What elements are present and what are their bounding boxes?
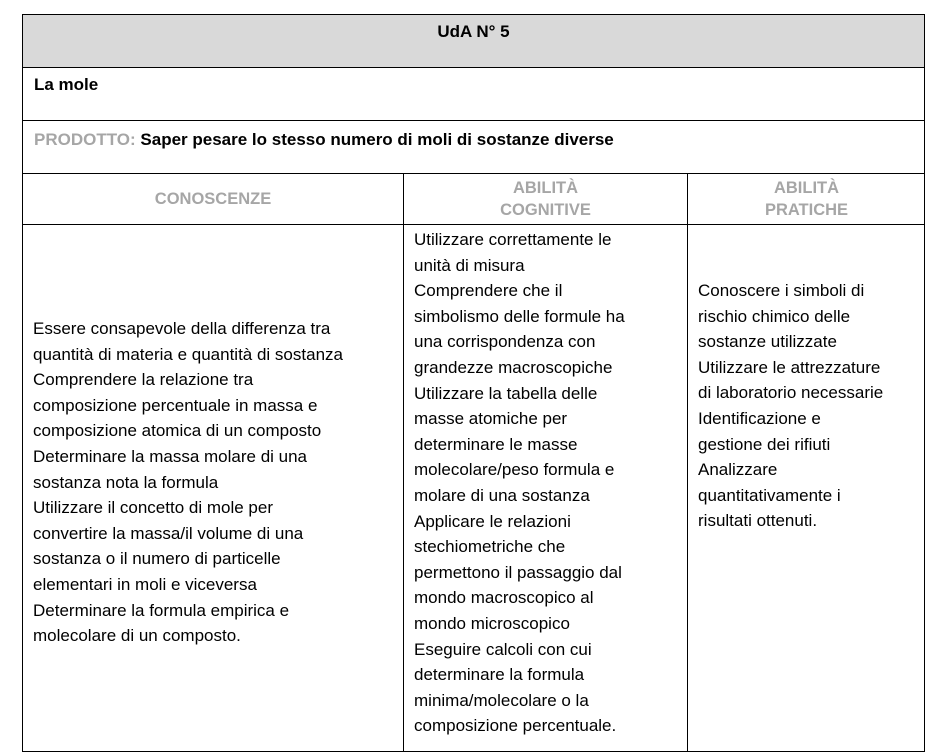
content-row (22, 224, 925, 752)
cognitive-line: mondo macroscopico al (414, 588, 594, 608)
cognitive-cell (403, 225, 687, 751)
cognitive-line: Applicare le relazioni (414, 511, 571, 531)
conoscenze-text (33, 316, 399, 649)
cognitive-line: stechiometriche che (414, 537, 566, 557)
cognitive-line: mondo microscopico (414, 613, 570, 633)
conoscenze-line: Determinare la massa molare di una (33, 446, 308, 466)
pratiche-line: sostanze utilizzate (698, 332, 837, 352)
conoscenze-line: quantità di materia e quantità di sostanza (33, 344, 343, 364)
cognitive-line: molare di una sostanza (414, 485, 590, 505)
cognitive-line: Utilizzare correttamente le (414, 230, 612, 249)
conoscenze-cell (23, 225, 403, 751)
conoscenze-line: Comprendere la relazione tra (33, 370, 254, 390)
cognitive-line: masse atomiche per (414, 409, 568, 429)
pratiche-line: Analizzare (698, 460, 778, 480)
conoscenze-line: elementari in moli e viceversa (33, 574, 257, 594)
cognitive-line: Comprendere che il (414, 281, 563, 301)
cognitive-line: minima/molecolare o la (414, 690, 589, 710)
cognitive-line: composizione percentuale. (414, 716, 617, 736)
pratiche-line: Conoscere i simboli di (698, 281, 865, 300)
header-pratiche-line2: PRATICHE (764, 201, 849, 219)
cognitive-line: determinare la formula (414, 665, 585, 685)
conoscenze-line: Essere consapevole della differenza tra (33, 319, 331, 338)
cognitive-line: grandezze macroscopiche (414, 357, 613, 377)
product-label: PRODOTTO: (34, 130, 136, 149)
header-abilita-cognitive (403, 174, 687, 224)
cognitive-line: permettono il passaggio dal (414, 562, 622, 582)
conoscenze-line: Determinare la formula empirica e (33, 600, 290, 620)
column-header-row (22, 173, 925, 224)
pratiche-line: di laboratorio necessarie (698, 383, 884, 403)
pratiche-line: quantitativamente i (698, 485, 841, 505)
conoscenze-line: Utilizzare il concetto di mole per (33, 498, 273, 518)
cognitive-line: determinare le masse (414, 434, 578, 454)
conoscenze-line: convertire la massa/il volume di una (33, 523, 304, 543)
uda-header-row (22, 14, 925, 67)
conoscenze-line: composizione atomica di un composto (33, 421, 322, 441)
conoscenze-line: composizione percentuale in massa e (33, 395, 318, 415)
pratiche-line: gestione dei rifiuti (698, 434, 831, 454)
conoscenze-line: sostanza o il numero di particelle (33, 549, 281, 569)
uda-title: UdA N° 5 (437, 22, 510, 41)
pratiche-line: rischio chimico delle (698, 306, 851, 326)
subject-row (22, 67, 925, 120)
header-conoscenze (23, 174, 403, 224)
pratiche-cell (687, 225, 925, 751)
cognitive-line: Eseguire calcoli con cui (414, 639, 592, 659)
subject-title: La mole (34, 75, 99, 94)
pratiche-line: risultati ottenuti. (698, 511, 818, 531)
product-row (22, 120, 925, 173)
header-cognitive-line1: ABILITÀ (512, 179, 579, 197)
conoscenze-line: molecolare di un composto. (33, 626, 241, 646)
cognitive-line: Utilizzare la tabella delle (414, 383, 598, 403)
header-conoscenze-label: CONOSCENZE (154, 190, 272, 208)
conoscenze-line: sostanza nota la formula (33, 472, 219, 492)
cognitive-line: molecolare/peso formula e (414, 460, 615, 480)
header-pratiche-line1: ABILITÀ (773, 179, 840, 197)
cognitive-line: una corrispondenza con (414, 332, 596, 352)
cognitive-text (414, 227, 683, 739)
cognitive-line: unità di misura (414, 255, 525, 275)
pratiche-line: Identificazione e (698, 408, 821, 428)
header-cognitive-line2: COGNITIVE (500, 201, 591, 219)
product-text: Saper pesare lo stesso numero di moli di sostanze diverse (140, 130, 614, 149)
pratiche-line: Utilizzare le attrezzature (698, 357, 881, 377)
header-abilita-pratiche (687, 174, 925, 224)
pratiche-text (698, 278, 921, 534)
cognitive-line: simbolismo delle formule ha (414, 306, 625, 326)
